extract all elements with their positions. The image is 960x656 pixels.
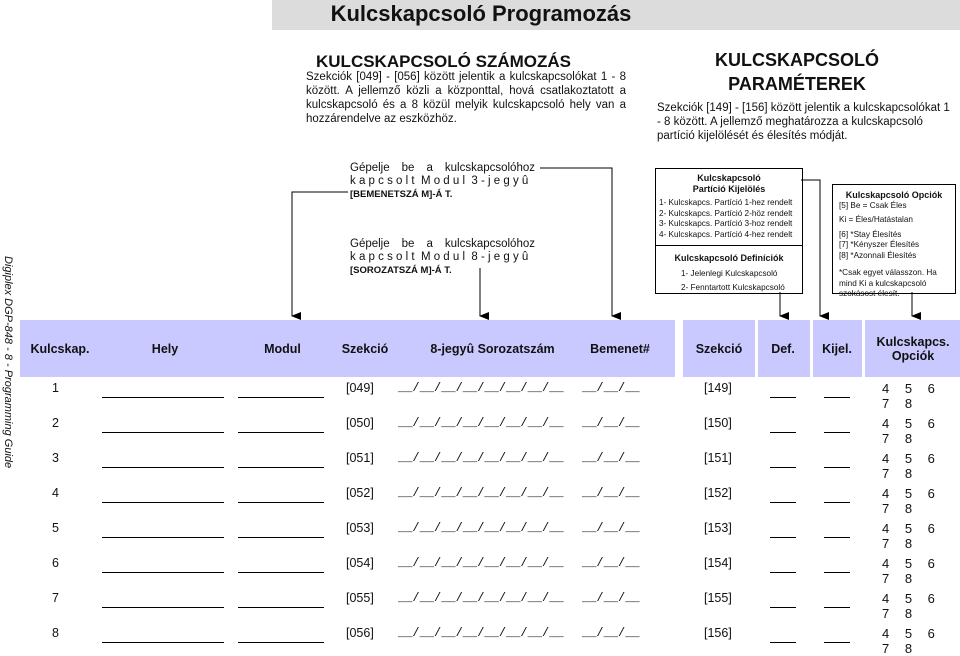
section-number-1: [050] bbox=[346, 416, 374, 430]
options-note: *Csak egyet válasszon. Ha mind Ki a kulcskapcsoló szokásost élesít. bbox=[839, 268, 937, 298]
location-field[interactable] bbox=[102, 523, 224, 538]
options-item: Ki = Éles/Hatástalan bbox=[839, 215, 913, 224]
section-number-1: [055] bbox=[346, 591, 374, 605]
serial-number-field[interactable]: __/__/__/__/__/__/__/__ bbox=[398, 416, 564, 430]
input-number-field[interactable]: __/__/__ bbox=[582, 591, 640, 605]
header-module: Modul bbox=[264, 341, 301, 356]
module-field[interactable] bbox=[238, 593, 324, 608]
definition-item: 1- Jelenlegi Kulcskapcsoló bbox=[681, 268, 778, 278]
partition-item: 4- Kulcskapcs. Partíció 4-hez rendelt bbox=[659, 229, 793, 239]
serial-number-field[interactable]: __/__/__/__/__/__/__/__ bbox=[398, 626, 564, 640]
definition-field[interactable] bbox=[770, 523, 796, 538]
page-title: Kulcskapcsoló Programozás bbox=[330, 1, 632, 26]
option-digits[interactable]: 4 5 6 7 8 bbox=[882, 626, 941, 656]
section-number-1: [051] bbox=[346, 451, 374, 465]
row-number: 3 bbox=[52, 451, 59, 465]
module-field[interactable] bbox=[238, 558, 324, 573]
partition-field[interactable] bbox=[824, 418, 850, 433]
module-field[interactable] bbox=[238, 628, 324, 643]
partition-field[interactable] bbox=[824, 453, 850, 468]
parameters-heading-1: KULCSKAPCSOLÓ bbox=[714, 50, 879, 70]
module-field[interactable] bbox=[238, 383, 324, 398]
header-options: Kulcskapcs. Opciók bbox=[876, 334, 950, 363]
module-instr-line-1: Gépelje be a kulcskapcsolóhoz bbox=[350, 162, 535, 174]
partition-field[interactable] bbox=[824, 383, 850, 398]
definition-field[interactable] bbox=[770, 418, 796, 433]
header-partition: Kijel. bbox=[822, 341, 852, 356]
input-number-field[interactable]: __/__/__ bbox=[582, 381, 640, 395]
partition-item: 3- Kulcskapcs. Partíció 3-hoz rendelt bbox=[659, 219, 793, 228]
definition-field[interactable] bbox=[770, 453, 796, 468]
module-field[interactable] bbox=[238, 523, 324, 538]
row-number: 2 bbox=[52, 416, 59, 430]
serial-instr-line-3: [SOROZATSZÁ M]-Á T. bbox=[350, 265, 452, 276]
serial-number-field[interactable]: __/__/__/__/__/__/__/__ bbox=[398, 556, 564, 570]
header-gap bbox=[675, 320, 683, 377]
header-location: Hely bbox=[151, 341, 179, 356]
section-number-2: [153] bbox=[704, 521, 732, 535]
row-number: 5 bbox=[52, 521, 59, 535]
partition-field[interactable] bbox=[824, 488, 850, 503]
definition-field[interactable] bbox=[770, 593, 796, 608]
row-number: 4 bbox=[52, 486, 59, 500]
side-label: Digiplex DGP-848 - 8 - Programming Guide bbox=[2, 256, 14, 469]
serial-number-field[interactable]: __/__/__/__/__/__/__/__ bbox=[398, 381, 564, 395]
location-field[interactable] bbox=[102, 628, 224, 643]
input-number-field[interactable]: __/__/__ bbox=[582, 626, 640, 640]
input-number-field[interactable]: __/__/__ bbox=[582, 451, 640, 465]
section-number-1: [049] bbox=[346, 381, 374, 395]
input-number-field[interactable]: __/__/__ bbox=[582, 556, 640, 570]
section-number-1: [053] bbox=[346, 521, 374, 535]
partition-field[interactable] bbox=[824, 628, 850, 643]
section-number-2: [156] bbox=[704, 626, 732, 640]
input-number-field[interactable]: __/__/__ bbox=[582, 416, 640, 430]
definition-field[interactable] bbox=[770, 488, 796, 503]
partition-item: 1- Kulcskapcs. Partíció 1-hez rendelt bbox=[659, 198, 793, 207]
section-number-1: [054] bbox=[346, 556, 374, 570]
serial-number-field[interactable]: __/__/__/__/__/__/__/__ bbox=[398, 451, 564, 465]
partition-field[interactable] bbox=[824, 558, 850, 573]
module-field[interactable] bbox=[238, 488, 324, 503]
row-number: 8 bbox=[52, 626, 59, 640]
option-digits[interactable]: 4 5 6 7 8 bbox=[882, 591, 941, 621]
section-number-2: [152] bbox=[704, 486, 732, 500]
parameters-text: Szekciók [149] - [156] között jelentik a kulcskapcsolókat 1 - 8 között. A jellemző meghatározza a kulcskapcsoló partíció kijelölését és élesítés módját. bbox=[657, 102, 950, 142]
arrow-module bbox=[292, 192, 348, 316]
row-number: 6 bbox=[52, 556, 59, 570]
header-def: Def. bbox=[771, 341, 795, 356]
definition-item: 2- Fenntartott Kulcskapcsoló bbox=[681, 283, 785, 292]
header-gap bbox=[862, 320, 865, 377]
numbering-text: Szekciók [049] - [056] között jelentik a kulcskapcsolókat 1 - 8 között. A jellemző közli a központtal, hová csatlakoztatott a kulcskapcsoló és a 8 közül melyik kulcskapcsoló hely van a hozzárendelve az eszközhöz. bbox=[306, 71, 626, 125]
location-field[interactable] bbox=[102, 453, 224, 468]
serial-instr-line-1: Gépelje be a kulcskapcsolóhoz bbox=[350, 238, 535, 250]
partition-item: 2- Kulcskapcs. Partíció 2-höz rendelt bbox=[659, 208, 793, 218]
header-gap bbox=[810, 320, 813, 377]
header-section-2: Szekció bbox=[695, 341, 743, 356]
section-number-2: [150] bbox=[704, 416, 732, 430]
definition-field[interactable] bbox=[770, 628, 796, 643]
option-digits[interactable]: 4 5 6 7 8 bbox=[882, 451, 941, 481]
row-number: 7 bbox=[52, 591, 59, 605]
numbering-heading: KULCSKAPCSOLÓ SZÁMOZÁS bbox=[316, 52, 571, 71]
location-field[interactable] bbox=[102, 418, 224, 433]
location-field[interactable] bbox=[102, 593, 224, 608]
input-number-field[interactable]: __/__/__ bbox=[582, 521, 640, 535]
options-item: [6] *Stay Élesítés bbox=[839, 229, 902, 239]
serial-number-field[interactable]: __/__/__/__/__/__/__/__ bbox=[398, 591, 564, 605]
header-section-1: Szekció bbox=[341, 341, 389, 356]
partition-title-1: Kulcskapcsoló bbox=[697, 173, 761, 183]
module-field[interactable] bbox=[238, 453, 324, 468]
options-item: [8] *Azonnali Élesítés bbox=[839, 250, 917, 260]
serial-instr-line-2: k a p c s o l t M o d u l 8 - j e g y û bbox=[350, 251, 529, 263]
location-field[interactable] bbox=[102, 488, 224, 503]
header-gap bbox=[755, 320, 758, 377]
module-field[interactable] bbox=[238, 418, 324, 433]
section-number-2: [151] bbox=[704, 451, 732, 465]
partition-field[interactable] bbox=[824, 523, 850, 538]
arrow-partition bbox=[801, 180, 820, 316]
arrow-input bbox=[540, 168, 612, 316]
section-number-2: [154] bbox=[704, 556, 732, 570]
options-item: [5] Be = Csak Éles bbox=[839, 200, 907, 210]
option-digits[interactable]: 4 5 6 7 8 bbox=[882, 556, 941, 586]
definition-field[interactable] bbox=[770, 558, 796, 573]
option-digits[interactable]: 4 5 6 7 8 bbox=[882, 486, 941, 516]
module-instr-line-2: k a p c s o l t M o d u l 3 - j e g y û bbox=[350, 175, 529, 187]
option-digits[interactable]: 4 5 6 7 8 bbox=[882, 381, 941, 411]
option-digits[interactable]: 4 5 6 7 8 bbox=[882, 521, 941, 551]
definition-field[interactable] bbox=[770, 383, 796, 398]
section-number-2: [149] bbox=[704, 381, 732, 395]
parameters-heading-2: PARAMÉTEREK bbox=[728, 74, 866, 94]
option-digits[interactable]: 4 5 6 7 8 bbox=[882, 416, 941, 446]
location-field[interactable] bbox=[102, 383, 224, 398]
input-number-field[interactable]: __/__/__ bbox=[582, 486, 640, 500]
section-number-2: [155] bbox=[704, 591, 732, 605]
location-field[interactable] bbox=[102, 558, 224, 573]
section-number-1: [056] bbox=[346, 626, 374, 640]
partition-title-2: Partíció Kijelölés bbox=[692, 183, 766, 194]
options-item: [7] *Kényszer Élesítés bbox=[839, 240, 920, 249]
serial-number-field[interactable]: __/__/__/__/__/__/__/__ bbox=[398, 521, 564, 535]
header-input: Bemenet# bbox=[590, 341, 650, 356]
header-keyswitch: Kulcskap. bbox=[30, 341, 90, 356]
definition-title: Kulcskapcsoló Definíciók bbox=[656, 245, 802, 264]
partition-field[interactable] bbox=[824, 593, 850, 608]
options-title: Kulcskapcsoló Opciók bbox=[845, 190, 943, 200]
serial-number-field[interactable]: __/__/__/__/__/__/__/__ bbox=[398, 486, 564, 500]
module-instr-line-3: [BEMENETSZÁ M]-Á T. bbox=[350, 189, 453, 200]
header-serial: 8-jegyû Sorozatszám bbox=[430, 341, 555, 356]
section-number-1: [052] bbox=[346, 486, 374, 500]
row-number: 1 bbox=[52, 381, 59, 395]
